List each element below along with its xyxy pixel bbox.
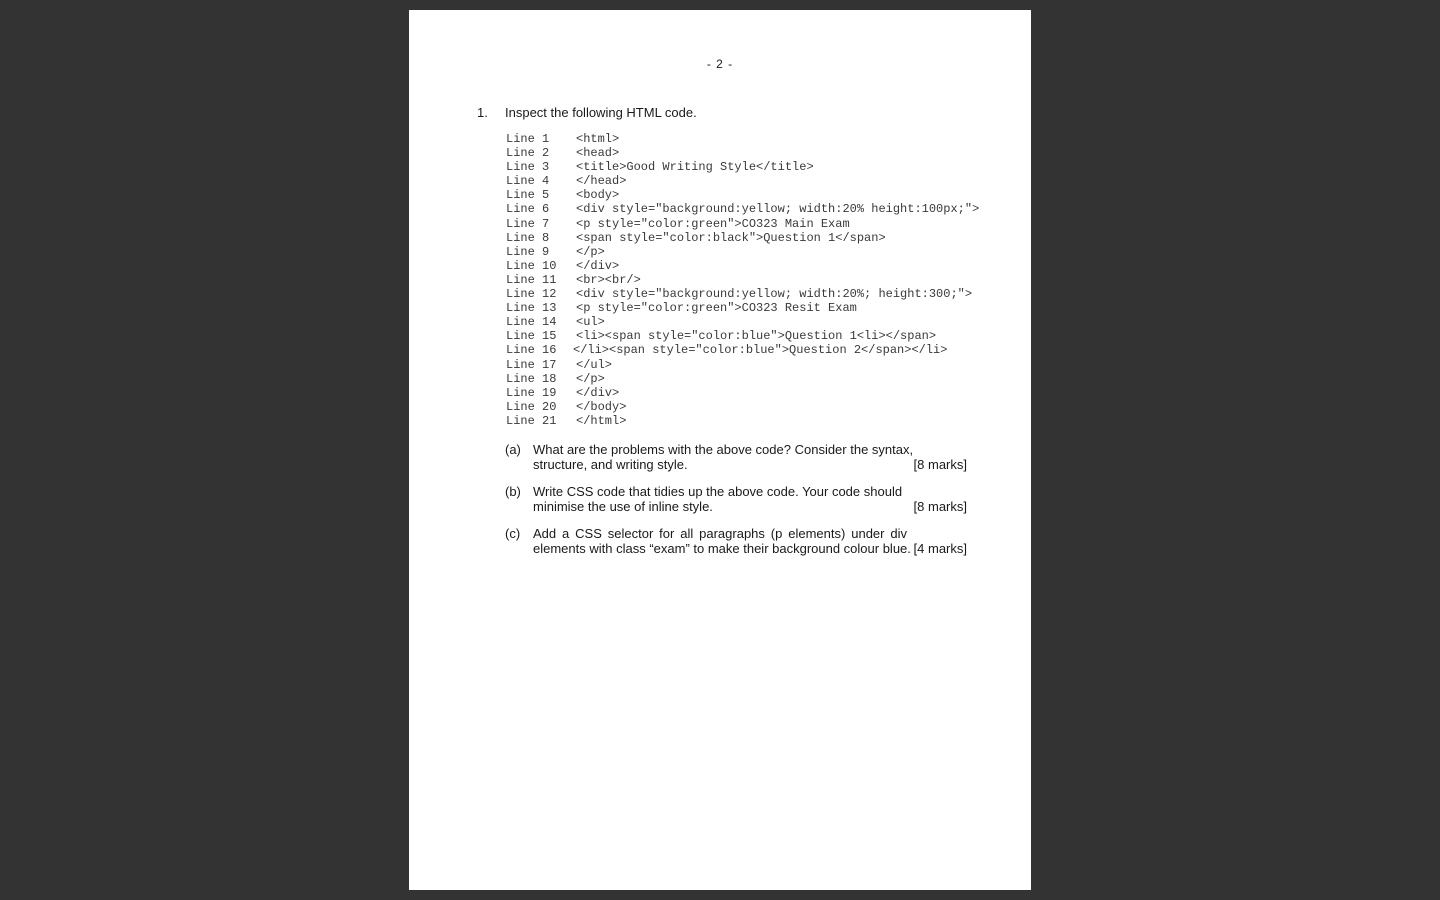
code-line-content: <li><span style="color:blue">Question 1<li></span>	[576, 329, 937, 344]
code-line	[506, 259, 979, 273]
code-listing	[506, 132, 979, 428]
code-line-content: <body>	[576, 188, 620, 203]
code-line-label: Line 9	[506, 244, 550, 259]
code-line-label: Line 21	[506, 413, 557, 428]
code-line	[506, 202, 979, 216]
code-line-content: </div>	[576, 258, 620, 273]
code-line-label: Line 7	[506, 216, 550, 231]
code-line-content: <p style="color:green">CO323 Main Exam	[576, 216, 850, 231]
part-text-line: elements with class “exam” to make their background colour blue.	[533, 540, 911, 556]
code-line-content: <br><br/>	[576, 272, 641, 287]
code-line	[506, 400, 979, 414]
code-line-label: Line 6	[506, 202, 550, 217]
code-line-label: Line 14	[506, 315, 557, 330]
code-line-content: <span style="color:black">Question 1</span>	[576, 230, 886, 245]
code-line-content: </html>	[576, 413, 627, 428]
code-line-label: Line 12	[506, 287, 557, 302]
code-line-content: </div>	[576, 385, 620, 400]
code-line-content: </li><span style="color:blue">Question 2</span></li>	[573, 343, 948, 358]
code-line-label: Line 5	[506, 188, 550, 203]
part-marks: [8 marks]	[913, 456, 967, 472]
code-line-label: Line 13	[506, 301, 557, 316]
part-marks: [4 marks]	[913, 540, 967, 556]
code-line-label: Line 19	[506, 385, 557, 400]
code-line	[506, 245, 979, 259]
part-text-line: Write CSS code that tidies up the above code. Your code should	[533, 484, 903, 499]
code-line-content: <title>Good Writing Style</title>	[576, 160, 814, 175]
code-line-content: <head>	[576, 146, 620, 161]
question-number: 1.	[477, 105, 488, 120]
part-marks: [8 marks]	[913, 498, 967, 514]
code-line-content: <div style="background:yellow; width:20% height:100px;">	[576, 202, 980, 217]
part-text	[533, 442, 914, 472]
code-line	[506, 329, 979, 343]
code-line	[506, 231, 979, 245]
code-line-label: Line 1	[506, 132, 550, 146]
code-line-label: Line 10	[506, 258, 557, 273]
code-line-label: Line 4	[506, 174, 550, 189]
part-text-line: What are the problems with the above code? Consider the syntax,	[533, 442, 914, 457]
part-text-line: minimise the use of inline style.	[533, 498, 713, 514]
code-line-label: Line 16	[506, 343, 557, 358]
code-line	[506, 372, 979, 386]
part-text	[533, 485, 907, 514]
code-line	[506, 414, 979, 428]
part-label: (b)	[505, 484, 521, 499]
code-line	[506, 132, 979, 146]
code-line-content: </head>	[576, 174, 627, 189]
code-line	[506, 301, 979, 315]
code-line	[506, 343, 979, 357]
page-number: - 2 -	[706, 57, 734, 71]
code-line-content: <html>	[576, 132, 620, 146]
code-line-label: Line 2	[506, 146, 550, 161]
question-text: Inspect the following HTML code.	[505, 105, 697, 120]
code-line	[506, 217, 979, 231]
part-text	[533, 526, 911, 556]
code-line	[506, 287, 979, 301]
code-line-content: <div style="background:yellow; width:20%; height:300;">	[576, 287, 973, 302]
part-label: (c)	[505, 526, 521, 541]
code-line	[506, 146, 979, 160]
code-line-label: Line 15	[506, 329, 557, 344]
code-line	[506, 315, 979, 329]
part-text-line: Add a CSS selector for all paragraphs (p elements) under div	[533, 526, 907, 541]
code-line	[506, 386, 979, 400]
code-line	[506, 160, 979, 174]
code-line-content: </body>	[576, 399, 627, 414]
code-line-content: </p>	[576, 371, 605, 386]
code-line	[506, 188, 979, 202]
code-line-content: <p style="color:green">CO323 Resit Exam	[576, 301, 857, 316]
code-line	[506, 174, 979, 188]
code-line-label: Line 11	[506, 272, 557, 287]
code-line-content: <ul>	[576, 315, 605, 330]
code-line-content: </p>	[576, 244, 605, 259]
code-line-label: Line 8	[506, 230, 550, 245]
part-label: (a)	[505, 442, 521, 457]
code-line-content: </ul>	[576, 357, 613, 372]
code-line-label: Line 3	[506, 160, 550, 175]
code-line-label: Line 18	[506, 371, 557, 386]
code-line-label: Line 20	[506, 399, 557, 414]
part-text-line: structure, and writing style.	[533, 456, 688, 472]
document-page	[409, 10, 1031, 890]
code-line-label: Line 17	[506, 357, 557, 372]
code-line	[506, 273, 979, 287]
code-line	[506, 358, 979, 372]
